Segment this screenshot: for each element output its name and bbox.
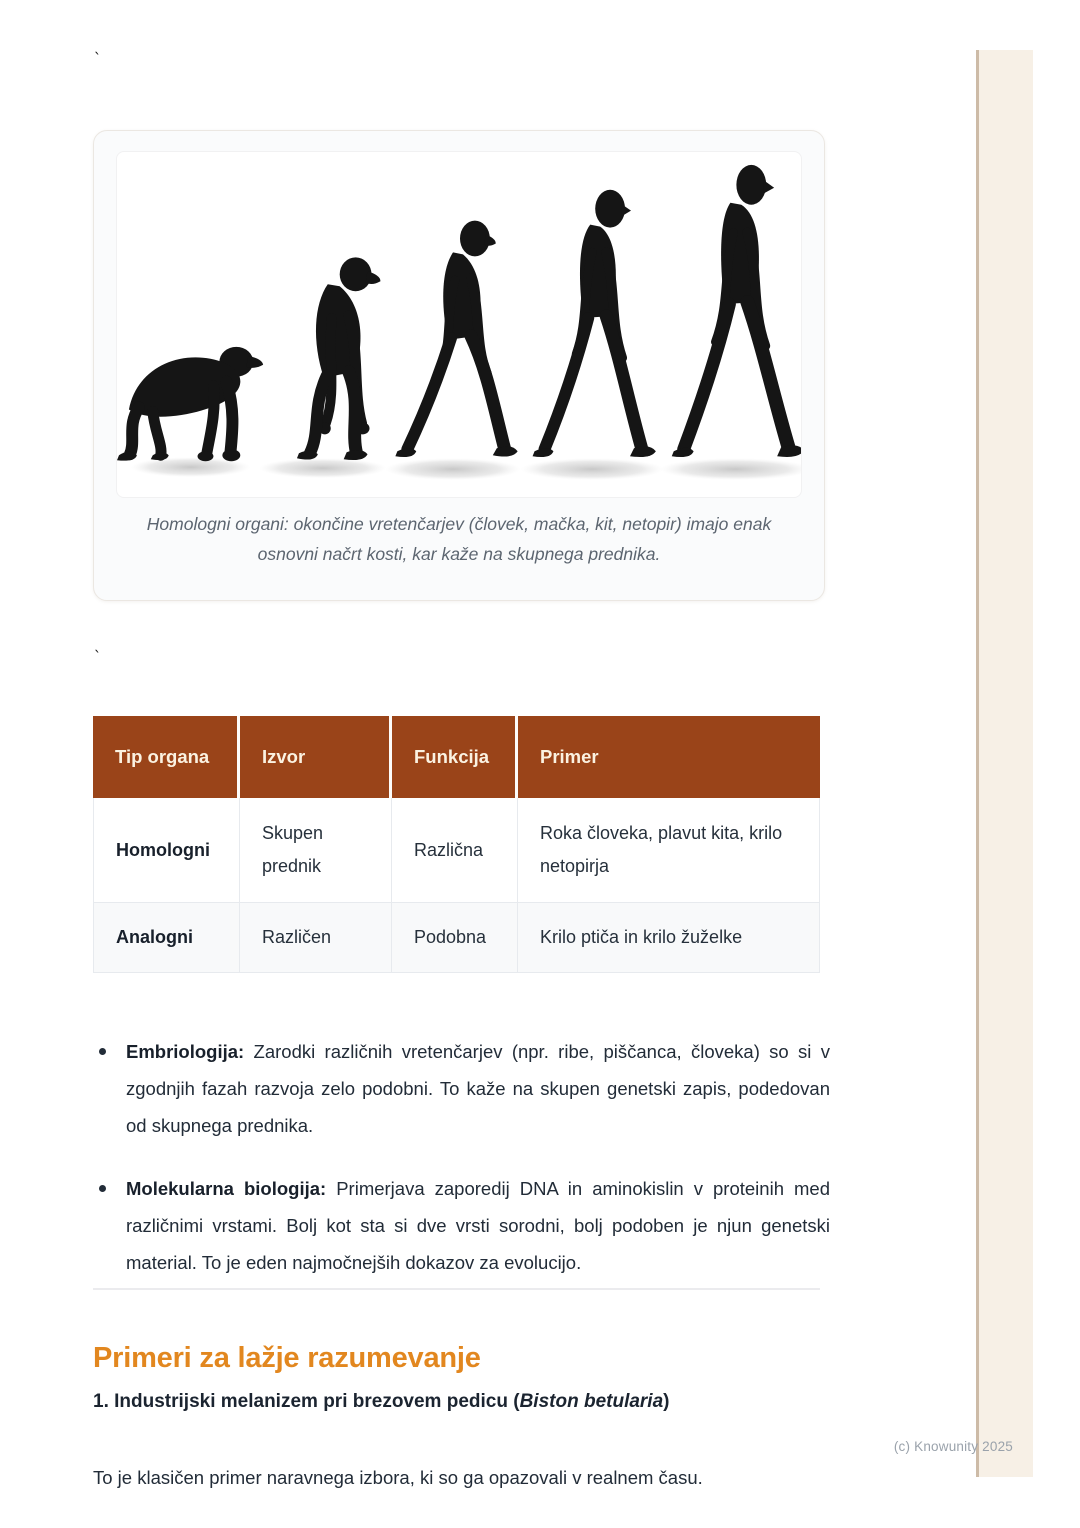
stooped-ape-silhouette <box>297 257 381 460</box>
header-primer: Primer <box>518 716 820 798</box>
cell-primer: Roka človeka, plavut kita, krilo netopirja <box>518 798 820 903</box>
section-heading: Primeri za lažje razumevanje <box>93 1342 481 1375</box>
list-item <box>93 1033 830 1144</box>
list-item <box>93 1170 830 1281</box>
figure-card <box>93 130 825 601</box>
cell-primer: Krilo ptiča in krilo žuželke <box>518 903 820 973</box>
stray-backtick-top: ` <box>93 50 103 68</box>
cell-izvor: Različen <box>240 903 392 973</box>
section-divider <box>93 1288 820 1290</box>
modern-human-silhouette <box>672 165 801 457</box>
organ-comparison-table <box>93 716 820 973</box>
example-subheading <box>93 1388 825 1416</box>
ape-silhouette <box>117 347 263 461</box>
header-tip-organa: Tip organa <box>93 716 240 798</box>
table-header-row <box>93 716 820 798</box>
cell-izvor: Skupen prednik <box>240 798 392 903</box>
figure-caption: Homologni organi: okončine vretenčarjev (človek, mačka, kit, netopir) imajo enak osnovni načrt kosti, kar kaže na skupnega prednika. <box>146 514 772 564</box>
subheading-prefix: 1. Industrijski melanizem pri brezovem pedicu ( <box>93 1391 520 1412</box>
evolution-of-man-illustration <box>117 152 801 497</box>
bullet-text: Zarodki različnih vretenčarjev (npr. ribe, piščanca, človeka) so si v zgodnjih fazah razvoja zelo podobni. To kaže na skupen genetski zapis, podedovan od skupnega prednika. <box>126 1041 830 1136</box>
example-paragraph: To je klasičen primer naravnega izbora, ki so ga opazovali v realnem času. <box>93 1466 703 1488</box>
header-funkcija: Funkcija <box>392 716 518 798</box>
evidence-bullet-list <box>93 1033 830 1307</box>
bullet-term: Molekularna biologija: <box>126 1178 327 1199</box>
header-izvor: Izvor <box>240 716 392 798</box>
subheading-suffix: ) <box>663 1391 670 1412</box>
upright-hominid-silhouette <box>533 190 656 457</box>
bullet-text: Primerjava zaporedij DNA in aminokislin v proteinih med različnimi vrstami. Bolj kot sta si dve vrsti sorodni, bolj podoben je njun genetski material. To je eden najmočnejših dokazov za evolucijo. <box>126 1178 830 1273</box>
bullet-term: Embriologija: <box>126 1041 245 1062</box>
cell-tip: Homologni <box>93 798 240 903</box>
stray-backtick-mid: ` <box>93 648 103 666</box>
page-edge-stripe <box>976 50 1033 1477</box>
species-name: Biston betularia <box>519 1391 664 1412</box>
bullet-icon <box>99 1185 106 1192</box>
cell-funkcija: Podobna <box>392 903 518 973</box>
evolution-image <box>116 151 802 498</box>
copyright-watermark: (c) Knowunity 2025 <box>893 1439 1013 1454</box>
cell-funkcija: Različna <box>392 798 518 903</box>
early-hominid-silhouette <box>395 221 517 457</box>
table-row <box>93 903 820 973</box>
bullet-icon <box>99 1048 106 1055</box>
cell-tip: Analogni <box>93 903 240 973</box>
table-row <box>93 798 820 903</box>
